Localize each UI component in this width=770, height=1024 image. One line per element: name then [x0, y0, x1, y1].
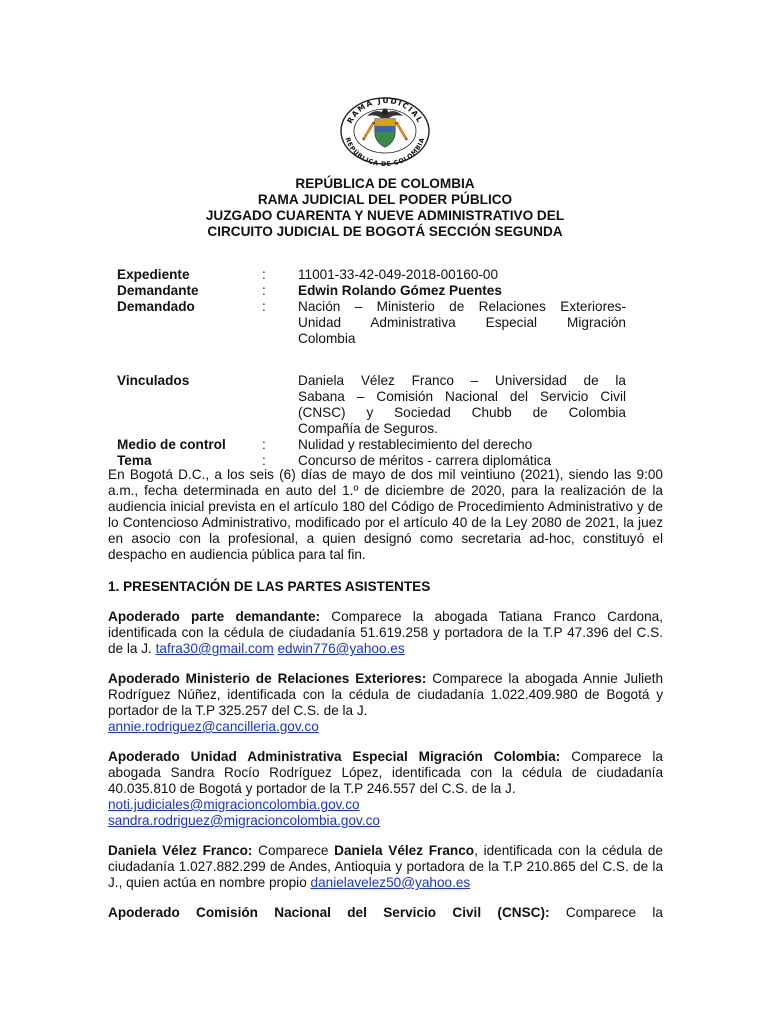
header-country: REPÚBLICA DE COLOMBIA: [295, 176, 475, 191]
expediente-value: 11001-33-42-049-2018-00160-00: [298, 267, 499, 282]
separator: :: [262, 437, 266, 452]
seal-ring-top: RAMA JUDICIAL: [345, 95, 425, 126]
header-court: JUZGADO CUARENTA Y NUEVE ADMINISTRATIVO DEL: [205, 208, 565, 223]
separator: :: [262, 453, 266, 468]
document-body: [108, 467, 663, 921]
vinculados-line: (CNSC) y Sociedad Chubb de Colombia: [298, 405, 626, 420]
seal-ring-bottom: REPÚBLICA DE COLOMBIA: [343, 136, 427, 166]
email-link[interactable]: noti.judiciales@migracioncolombia.gov.co: [108, 797, 360, 812]
party-label: Apoderado Unidad Administrativa Especial Migración Colombia:: [108, 749, 561, 764]
header-circuit: CIRCUITO JUDICIAL DE BOGOTÁ SECCIÓN SEGUNDA: [207, 224, 563, 239]
medio-value: Nulidad y restablecimiento del derecho: [298, 437, 533, 452]
section-title: 1. PRESENTACIÓN DE LAS PARTES ASISTENTES: [108, 579, 431, 594]
medio-label: Medio de control: [117, 437, 226, 452]
row-expediente: [117, 267, 637, 283]
intro-paragraph: En Bogotá D.C., a los seis (6) días de mayo de dos mil veintiuno (2021), siendo las 9:00 a.m., fecha determinada en auto del 1.º de diciembre de 2020, para la realización de la audiencia inicial prevista en el artículo 180 del Código de Procedimiento Administrativo y de lo Contencioso Administrativo, modificado por el artículo 40 de la Ley 2080 de 2021, la juez en asocio con la profesional, a quien designó como secretaria ad-hoc, constituyó el despacho en audiencia pública para tal fin.: [108, 467, 663, 562]
vinculados-label: Vinculados: [117, 373, 190, 388]
party-label: Apoderado parte demandante:: [108, 609, 321, 624]
party-name: Daniela Vélez Franco: [334, 843, 475, 858]
party-demandante: [108, 609, 663, 657]
party-migracion: [108, 749, 663, 829]
party-text: Comparece la abogada Sandra Rocío Rodríguez López, identificada con la cédula de ciudadanía 40.035.810 de Bogotá y portador de la T.P 246.557 del C.S. de la J.: [108, 749, 663, 796]
tema-value: Concurso de méritos - carrera diplomática: [298, 453, 552, 468]
party-text: Comparece: [252, 843, 335, 858]
party-text: , identificada con la cédula de ciudadanía 1.027.882.299 de Andes, Antioquia y portadora de la T.P 210.865 del C.S. de la J., quien actúa en nombre propio: [108, 843, 663, 890]
vinculados-line: Sabana – Comisión Nacional del Servicio Civil: [298, 389, 626, 404]
separator: :: [262, 299, 266, 314]
coat-of-arms-seal-icon: [331, 92, 439, 166]
email-link[interactable]: tafra30@gmail.com: [155, 641, 274, 656]
demandante-label: Demandante: [117, 283, 199, 298]
row-vinculados: [117, 373, 637, 437]
vinculados-line: Daniela Vélez Franco – Universidad de la: [298, 373, 626, 388]
court-header: [100, 176, 670, 240]
party-text: Comparece la: [549, 905, 663, 920]
demandado-line: Unidad Administrativa Especial Migración: [298, 315, 626, 330]
vinculados-line: Compañía de Seguros.: [298, 421, 438, 436]
email-link[interactable]: sandra.rodriguez@migracioncolombia.gov.co: [108, 813, 380, 828]
row-demandado: [117, 299, 637, 347]
separator: :: [262, 283, 266, 298]
party-daniela: [108, 843, 663, 891]
party-label: Apoderado Ministerio de Relaciones Exteriores:: [108, 671, 427, 686]
separator: :: [262, 267, 266, 282]
expediente-label: Expediente: [117, 267, 190, 282]
vinculados-value: [298, 373, 626, 437]
demandado-line: Colombia: [298, 331, 356, 346]
party-text: Comparece la abogada Tatiana Franco Cardona, identificada con la cédula de ciudadanía 51.619.258 y portadora de la T.P 47.396 del C.S. de la J.: [108, 609, 663, 656]
party-label: Apoderado Comisión Nacional del Servicio Civil (CNSC):: [108, 905, 550, 920]
header-branch: RAMA JUDICIAL DEL PODER PÚBLICO: [257, 192, 513, 207]
demandado-label: Demandado: [117, 299, 195, 314]
party-label: Daniela Vélez Franco:: [108, 843, 253, 858]
case-details: [117, 267, 637, 469]
row-medio-control: [117, 437, 637, 453]
demandado-value: [298, 299, 626, 347]
tema-label: Tema: [117, 453, 152, 468]
email-link[interactable]: annie.rodriguez@cancilleria.gov.co: [108, 719, 319, 734]
row-demandante: [117, 283, 637, 299]
party-cnsc: [108, 905, 663, 921]
demandante-value: Edwin Rolando Gómez Puentes: [298, 283, 502, 298]
email-link[interactable]: edwin776@yahoo.es: [277, 641, 405, 656]
party-text: Comparece la abogada Annie Julieth Rodríguez Núñez, identificada con la cédula de ciudadanía 1.022.409.980 de Bogotá y portador de la T.P 325.257 del C.S. de la J.: [108, 671, 664, 718]
party-ministerio: [108, 671, 663, 735]
demandado-line: Nación – Ministerio de Relaciones Exteriores-: [298, 299, 626, 314]
email-link[interactable]: danielavelez50@yahoo.es: [310, 875, 471, 890]
